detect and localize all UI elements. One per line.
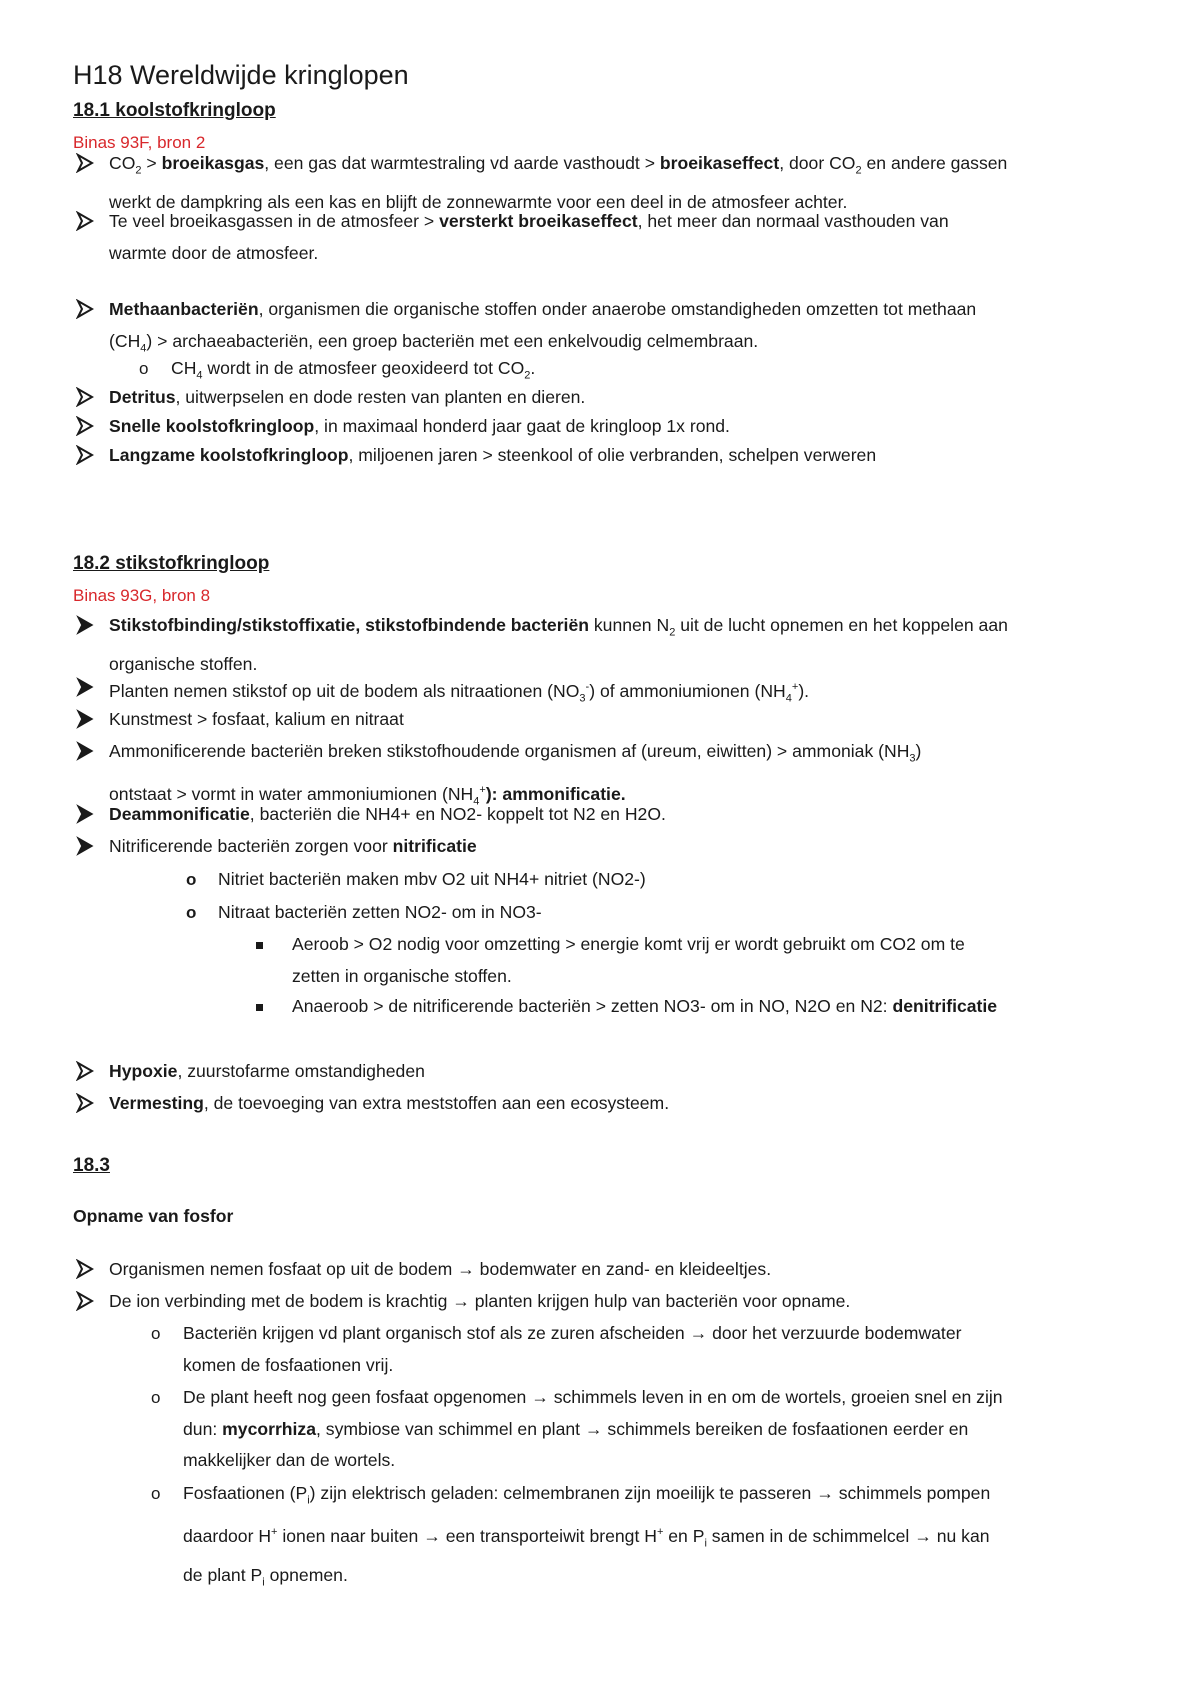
- arrowhead-solid-bullet-icon: [76, 803, 96, 825]
- arrowhead-bullet-icon: [76, 1060, 96, 1082]
- section-heading-18-2: 18.2 stikstofkringloop: [73, 553, 270, 574]
- list-item: Detritus, uitwerpselen en dode resten van planten en dieren.: [109, 382, 1139, 414]
- square-bullet-icon: [256, 1004, 263, 1011]
- section-heading-18-1: 18.1 koolstofkringloop: [73, 100, 276, 121]
- circle-bullet-icon: o: [186, 870, 197, 889]
- list-item: Deammonificatie, bacteriën die NH4+ en NO2- koppelt tot N2 en H2O.: [109, 799, 1139, 831]
- arrowhead-bullet-icon: [76, 298, 96, 320]
- arrowhead-bullet-icon: [76, 152, 96, 174]
- sub-list-item: o Nitraat bacteriën zetten NO2- om in NO3-: [218, 897, 1178, 929]
- arrowhead-bullet-icon: [76, 1092, 96, 1114]
- list-item: Ammonificerende bacteriën breken stikstofhoudende organismen af (ureum, eiwitten) > ammoniak $(NH_3)$ ontstaat > vormt in water ammoniumionen $(NH_4^+)$: ammonificatie.: [109, 736, 1139, 818]
- source-reference: Binas 93F, bron 2: [73, 133, 206, 152]
- arrowhead-bullet-icon: [76, 415, 96, 437]
- arrowhead-bullet-icon: [76, 1258, 96, 1280]
- arrowhead-solid-bullet-icon: [76, 740, 96, 762]
- list-item: Hypoxie, zuurstofarme omstandigheden: [109, 1056, 1139, 1088]
- arrowhead-solid-bullet-icon: [76, 676, 96, 698]
- list-item: $CO_2$ > broeikasgas, een gas dat warmtestraling vd aarde vasthoudt > broeikaseffect, door $CO_2$ en andere gassen werkt de dampkring als een kas en blijft de zonnewarmte voor een deel in de atmosfeer achter.: [109, 148, 1139, 219]
- arrowhead-solid-bullet-icon: [76, 614, 96, 636]
- list-item: Te veel broeikasgassen in de atmosfeer > versterkt broeikaseffect, het meer dan normaal vasthouden van warmte door de atmosfeer.: [109, 206, 1139, 269]
- arrowhead-bullet-icon: [76, 444, 96, 466]
- sub-list-item: o Bacteriën krijgen vd plant organisch stof als ze zuren afscheiden → door het verzuurde bodemwater komen de fosfaationen vrij.: [183, 1318, 1143, 1381]
- list-item: De ion verbinding met de bodem is krachtig → planten krijgen hulp van bacteriën voor opname.: [109, 1286, 1139, 1318]
- source-reference: Binas 93G, bron 8: [73, 586, 211, 605]
- arrowhead-bullet-icon: [76, 386, 96, 408]
- circle-bullet-icon: o: [151, 1388, 161, 1407]
- list-item: Snelle koolstofkringloop, in maximaal honderd jaar gaat de kringloop 1x rond.: [109, 411, 1139, 443]
- sub-sub-list-item: Aeroob > O2 nodig voor omzetting > energie komt vrij er wordt gebruikt om CO2 om te zetten in organische stoffen.: [292, 929, 1172, 992]
- square-bullet-icon: [256, 942, 263, 949]
- sub-list-item: o Nitriet bacteriën maken mbv O2 uit NH4+ nitriet (NO2-): [218, 864, 1178, 896]
- list-item: Langzame koolstofkringloop, miljoenen jaren > steenkool of olie verbranden, schelpen verweren: [109, 440, 1139, 472]
- list-item: Methaanbacteriën, organismen die organische stoffen onder anaerobe omstandigheden omzetten tot methaan $(CH_4)$ > archaeabacteriën, een groep bacteriën met een enkelvoudig celmembraan.: [109, 294, 1139, 365]
- sub-list-item: o $CH_4$ wordt in de atmosfeer geoxideerd tot $CO_2$.: [171, 353, 1131, 392]
- arrowhead-bullet-icon: [76, 1290, 96, 1312]
- list-item: Organismen nemen fosfaat op uit de bodem → bodemwater en zand- en kleideeltjes.: [109, 1254, 1139, 1286]
- list-item: Vermesting, de toevoeging van extra meststoffen aan een ecosysteem.: [109, 1088, 1139, 1120]
- section-heading-18-3: 18.3: [73, 1155, 110, 1176]
- circle-bullet-icon: o: [151, 1484, 161, 1503]
- list-item: Stikstofbinding/stikstoffixatie, stikstofbindende bacteriën kunnen $N_2$ uit de lucht opnemen en het koppelen aan organische stoffen.: [109, 610, 1139, 681]
- circle-bullet-icon: o: [151, 1324, 161, 1343]
- list-item: Kunstmest > fosfaat, kalium en nitraat: [109, 704, 1139, 736]
- list-item: Nitrificerende bacteriën zorgen voor nitrificatie: [109, 831, 1139, 863]
- sub-list-item: o De plant heeft nog geen fosfaat opgenomen → schimmels leven in en om de wortels, groeien snel en zijn dun: mycorrhiza, symbiose van schimmel en plant → schimmels bereiken de fosfaationen eerder en makkelijker dan de wortels.: [183, 1382, 1143, 1477]
- circle-bullet-icon: o: [139, 359, 149, 378]
- page-title: H18 Wereldwijde kringlopen: [73, 60, 409, 90]
- list-item: Planten nemen stikstof op uit de bodem als nitraationen $(NO_3^-)$ of ammoniumionen $(NH_4^+)$.: [109, 672, 1139, 715]
- subsection-heading: Opname van fosfor: [73, 1206, 234, 1226]
- sub-list-item: o Fosfaationen $(P_i)$ zijn elektrisch geladen: celmembranen zijn moeilijk te passeren → schimmels pompen daardoor H+ ionen naar buiten → een transporteiwit brengt H+ en $P_i$ samen in de schimmelcel → nu kan de plant $P_i$ opnemen.: [183, 1478, 1143, 1599]
- arrowhead-solid-bullet-icon: [76, 835, 96, 857]
- arrowhead-bullet-icon: [76, 210, 96, 232]
- sub-sub-list-item: Anaeroob > de nitrificerende bacteriën > zetten NO3- om in NO, N2O en N2: denitrificatie: [292, 991, 1172, 1023]
- circle-bullet-icon: o: [186, 903, 197, 922]
- arrowhead-solid-bullet-icon: [76, 708, 96, 730]
